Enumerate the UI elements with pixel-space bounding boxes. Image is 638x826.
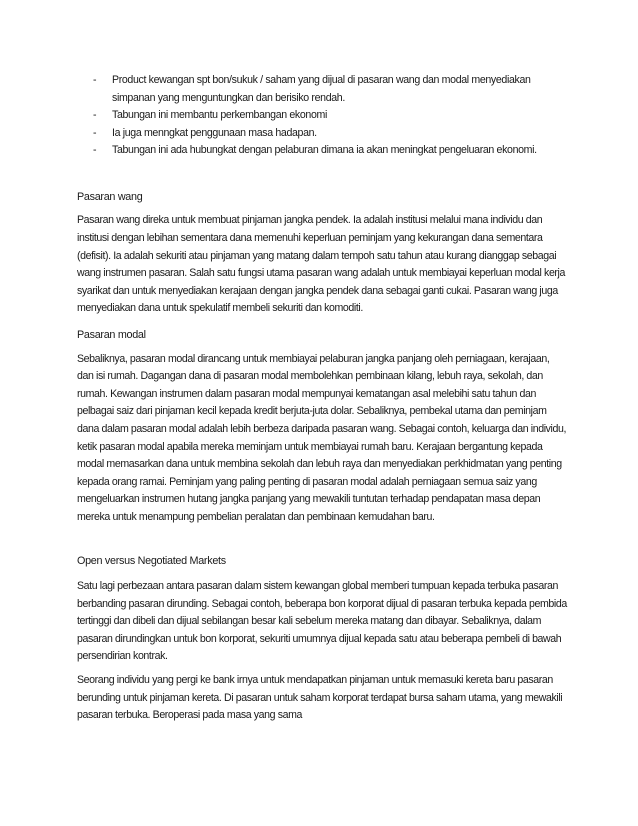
paragraph-open-markets-1: Satu lagi perbezaan antara pasaran dalam sistem kewangan global memberi tumpuan kepada terbuka pasaran berbanding pasaran dirunding. Sebagai contoh, beberapa bon korporat dijual di pasaran terbuka kepada pembida tertinggi dan dibeli dan dijual sebilangan besar kali sebelum mereka matang dan dibayar. Sebaliknya, dalam pasaran dirundingkan untuk bon korporat, sekuriti umumnya dijual kepada satu atau beberapa pembeli di bawah persendirian kontrak. <box>77 579 567 663</box>
paragraph-open-markets-2: Seorang individu yang pergi ke bank irnya untuk mendapatkan pinjaman untuk memasuki kereta baru pasaran berunding untuk pinjaman kereta. Di pasaran untuk saham korporat terdapat bursa saham utama, yang mewakili pasaran terbuka. Beroperasi pada masa yang sama <box>77 673 563 722</box>
paragraph-pasaran-wang: Pasaran wang direka untuk membuat pinjaman jangka pendek. Ia adalah institusi melalui mana individu dan institusi dengan lebihan sementara dana memenuhi keperluan peminjam yang kekurangan dana sementara (defisit). Ia adalah sekuriti atau pinjaman yang matang dalam tempoh satu tahun atau kurang dianggap sebagai wang instrumen pasaran. Salah satu fungsi utama pasaran wang adalah untuk membiayai keperluan modal kerja syarikat dan untuk menyediakan kerajaan dengan jangka pendek dana sebagai ganti cukai. Pasaran wang juga menyediakan dana untuk spekulatif membeli sekuriti dan komoditi. <box>77 214 566 315</box>
bullet-dash: - <box>93 126 97 139</box>
list-item <box>77 125 567 143</box>
bullet-dash: - <box>93 109 97 122</box>
document-page <box>77 72 567 725</box>
list-item-text: Tabungan ini membantu perkembangan ekonomi <box>112 109 327 122</box>
list-item-text: Product kewangan spt bon/sukuk / saham yang dijual di pasaran wang dan modal menyediakan simpanan yang menguntungkan dan berisiko rendah. <box>112 74 531 104</box>
list-item <box>77 72 567 107</box>
section-heading-pasaran-modal: Pasaran modal <box>77 329 146 342</box>
paragraph-pasaran-modal: Sebaliknya, pasaran modal dirancang untuk membiayai pelaburan jangka panjang oleh perniagaan, kerajaan, dan isi rumah. Dagangan dana di pasaran modal membolehkan pembinaan kilang, lebuh raya, sekolah, dan rumah. Kewangan instrumen dalam pasaran modal mempunyai kematangan asal melebihi satu tahun dan pelbagai saiz dari pinjaman kecil kepada kredit berjuta-juta dolar. Sebaliknya, pembekal utama dan peminjam dana dalam pasaran modal adalah lebih berbeza daripada pasaran wang. Sebagai contoh, keluarga dan individu, ketik pasaran modal apabila mereka meminjam untuk membiayai rumah baru. Kerajaan bergantung kepada modal memasarkan dana untuk membina sekolah dan lebuh raya dan menyediakan perkhidmatan yang penting kepada orang ramai. Peminjam yang paling penting di pasaran modal adalah perniagaan semua saiz yang mengeluarkan instrumen hutang jangka panjang yang mewakili tuntutan terhadap pendapatan masa depan mereka untuk menampung pembelian peralatan dan pembinaan kemudahan baru. <box>77 352 567 523</box>
section-heading-open-markets: Open versus Negotiated Markets <box>77 555 226 568</box>
bullet-dash: - <box>93 144 97 157</box>
section-heading-pasaran-wang: Pasaran wang <box>77 190 143 203</box>
benefits-list <box>77 72 567 160</box>
list-item-text: Tabungan ini ada hubungkat dengan pelaburan dimana ia akan meningkat pengeluaran ekonomi. <box>112 144 537 157</box>
list-item-text: Ia juga menngkat penggunaan masa hadapan. <box>112 126 317 139</box>
list-item <box>77 107 567 125</box>
bullet-dash: - <box>93 74 97 86</box>
list-item <box>77 142 567 160</box>
